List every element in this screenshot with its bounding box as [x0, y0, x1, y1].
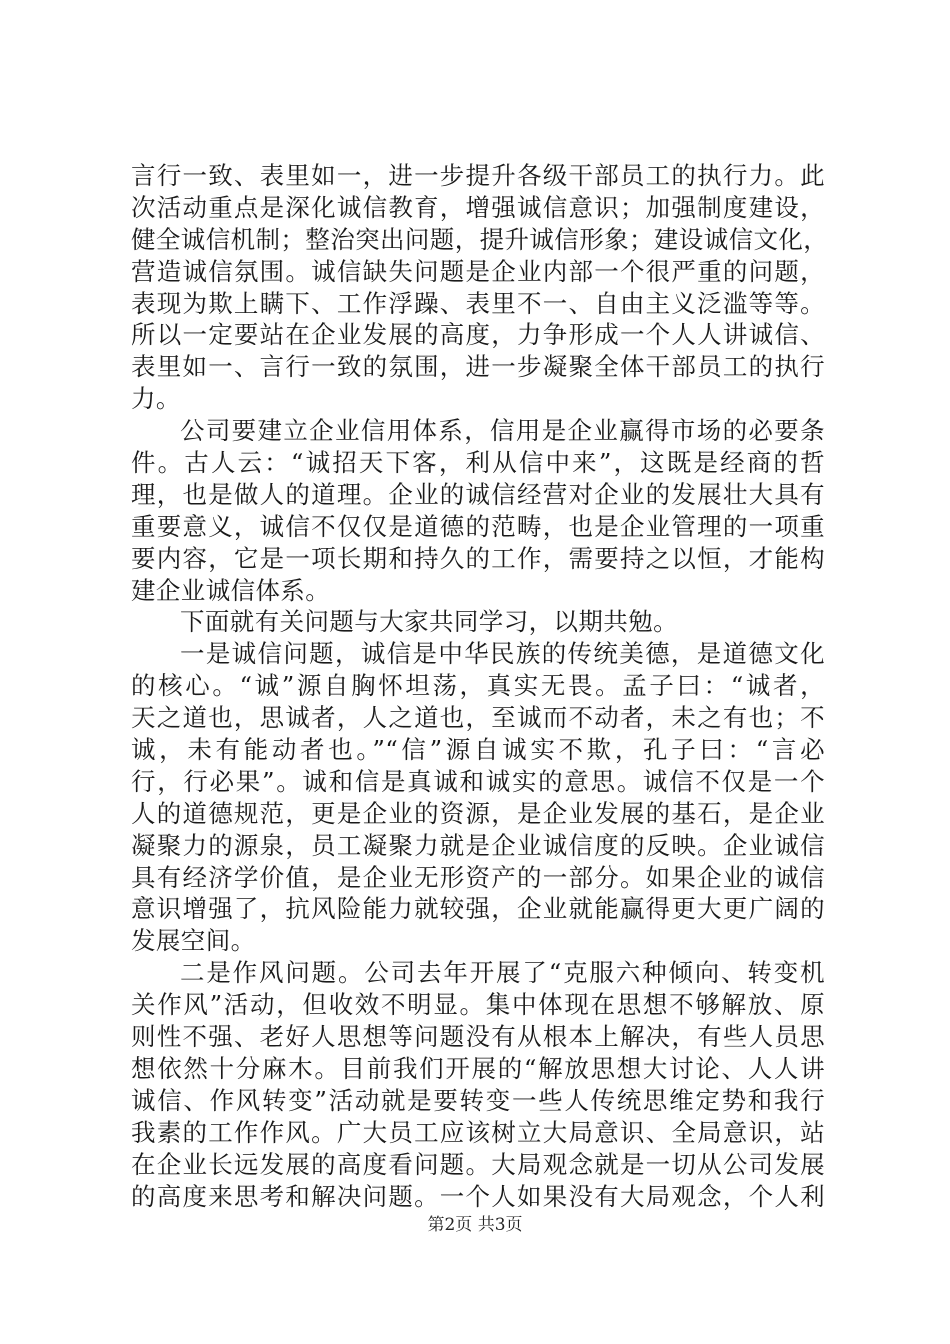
text-line: 具有经济学价值，是企业无形资产的一部分。如果企业的诚信: [131, 862, 825, 892]
text-line: 健全诚信机制；整治突出问题，提升诚信形象；建设诚信文化，: [131, 224, 829, 254]
text-line: 重要意义，诚信不仅仅是道德的范畴，也是企业管理的一项重: [131, 511, 825, 541]
text-line: 关作风”活动，但收效不明显。集中体现在思想不够解放、原: [131, 990, 825, 1020]
text-line: 发展空间。: [131, 926, 256, 956]
text-line: 的核心。“诚”源自胸怀坦荡，真实无畏。孟子曰：“诚者，: [131, 671, 825, 701]
text-line: 一是诚信问题，诚信是中华民族的传统美德，是道德文化: [180, 639, 825, 669]
text-line: 人的道德规范，更是企业的资源，是企业发展的基石，是企业: [131, 798, 825, 828]
text-line: 次活动重点是深化诚信教育，增强诚信意识；加强制度建设，: [131, 192, 825, 222]
text-line: 理，也是做人的道理。企业的诚信经营对企业的发展壮大具有: [131, 479, 825, 509]
text-line: 在企业长远发展的高度看问题。大局观念就是一切从公司发展: [131, 1149, 825, 1179]
text-line: 营造诚信氛围。诚信缺失问题是企业内部一个很严重的问题，: [131, 256, 825, 286]
document-body: [131, 160, 829, 1212]
page-footer: 第2页 共3页: [427, 1215, 523, 1235]
text-line: 表现为欺上瞒下、工作浮躁、表里不一、自由主义泛滥等等。: [131, 288, 825, 318]
text-line: 天之道也，思诚者，人之道也，至诚而不动者，未之有也；不: [131, 703, 825, 733]
text-line: 想依然十分麻木。目前我们开展的“解放思想大讨论、人人讲: [131, 1053, 825, 1083]
text-line: 则性不强、老好人思想等问题没有从根本上解决，有些人员思: [131, 1022, 825, 1052]
text-line: 表里如一、言行一致的氛围，进一步凝聚全体干部员工的执行: [131, 352, 825, 382]
text-line: 凝聚力的源泉，员工凝聚力就是企业诚信度的反映。企业诚信: [131, 830, 825, 860]
text-line: 二是作风问题。公司去年开展了“克服六种倾向、转变机: [180, 958, 825, 988]
text-line: 言行一致、表里如一，进一步提升各级干部员工的执行力。此: [131, 161, 825, 190]
text-line: 建企业诚信体系。: [131, 575, 331, 605]
text-line: 公司要建立企业信用体系，信用是企业赢得市场的必要条: [180, 416, 825, 446]
text-line: 意识增强了，抗风险能力就较强，企业就能赢得更大更广阔的: [131, 894, 825, 924]
text-line: 诚，未有能动者也。”“信”源自诚实不欺，孔子曰：“言必: [131, 735, 825, 765]
text-line: 要内容，它是一项长期和持久的工作，需要持之以恒，才能构: [131, 543, 825, 573]
text-line: 我素的工作作风。广大员工应该树立大局意识、全局意识，站: [131, 1117, 825, 1147]
text-line: 下面就有关问题与大家共同学习，以期共勉。: [180, 607, 678, 637]
text-line: 件。古人云：“诚招天下客，利从信中来”，这既是经商的哲: [131, 448, 825, 478]
text-line: 诚信、作风转变”活动就是要转变一些人传统思维定势和我行: [131, 1085, 825, 1115]
text-line: 力。: [131, 384, 181, 414]
text-line: 行，行必果”。诚和信是真诚和诚实的意思。诚信不仅是一个: [131, 766, 825, 796]
text-line: 所以一定要站在企业发展的高度，力争形成一个人人讲诚信、: [131, 320, 825, 350]
text-line: 的高度来思考和解决问题。一个人如果没有大局观念，个人利: [131, 1181, 825, 1211]
